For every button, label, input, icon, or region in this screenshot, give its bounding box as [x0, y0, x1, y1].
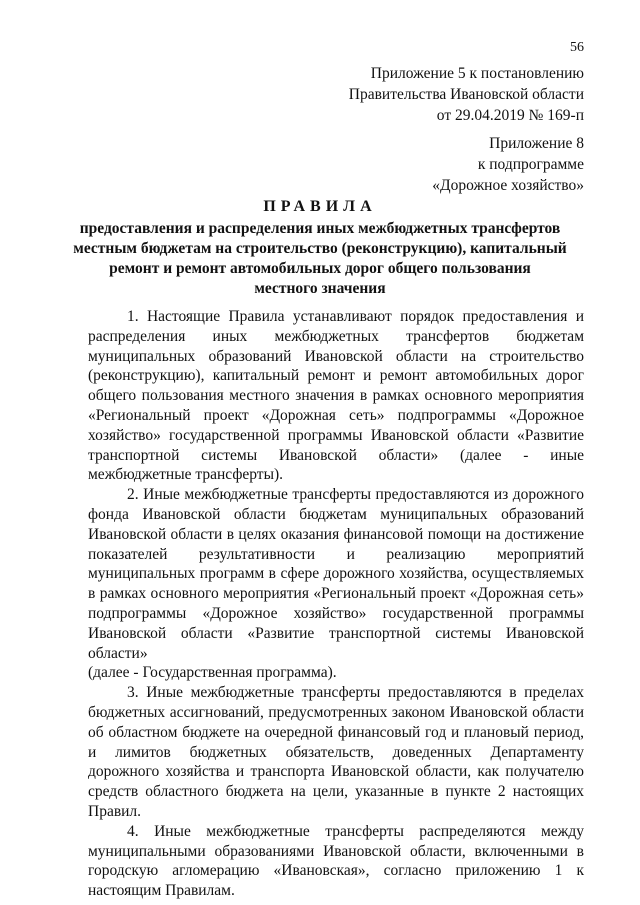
paragraph-2: 2. Иные межбюджетные трансферты предоставляются из дорожного фонда Ивановской области бюджетам муниципальных образований Ивановской области в целях оказания финансовой помощи на достижение показателей результативности и реализацию мероприятий муниципальных программ в сфере дорожного хозяйства, осуществляемых в рамках основного мероприятия «Региональный проект «Дорожная сеть» подпрограммы «Дорожное хозяйство» государственной программы Ивановской области «Развитие транспортной системы Ивановской области»: [88, 486, 584, 662]
paragraph-4: 4. Иные межбюджетные трансферты распределяются между муниципальными образованиями Ивановской области, включенными в городскую агломерацию «Ивановская», согласно приложению 1 к настоящим Правилам.: [88, 822, 584, 900]
paragraph-3: 3. Иные межбюджетные трансферты предоставляются в пределах бюджетных ассигнований, предусмотренных законом Ивановской области об областном бюджете на очередной финансовый год и плановый период, и лимитов бюджетных обязательств, доведенных Департаменту дорожного хозяйства и транспорта Ивановской области, как получателю средств областного бюджета на цели, указанные в пункте 2 настоящих Правил.: [88, 684, 584, 820]
appendix-2-line-1: Приложение 8: [489, 135, 584, 152]
appendix-2-line-3: «Дорожное хозяйство»: [432, 177, 584, 194]
appendix-1-line-3: от 29.04.2019 № 169-п: [436, 107, 584, 124]
page-number: 56: [570, 40, 584, 55]
subtitle-line-1: предоставления и распределения иных межбюджетных трансфертов: [79, 220, 561, 237]
appendix-1-line-1: Приложение 5 к постановлению: [370, 65, 584, 82]
subtitle-line-4: местного значения: [254, 280, 386, 297]
subtitle-line-2: местным бюджетам на строительство (реконструкцию), капитальный: [73, 240, 567, 257]
appendix-2-line-2: к подпрограмме: [477, 156, 584, 173]
document-subtitle: [70, 219, 570, 299]
document-body: [88, 307, 584, 901]
paragraph-2-tail: (далее - Государственная программа).: [88, 664, 337, 682]
appendix-to-resolution: [349, 63, 584, 126]
appendix-1-line-2: Правительства Ивановской области: [348, 86, 584, 103]
appendix-to-subprogram: [432, 133, 584, 196]
subtitle-line-3: ремонт и ремонт автомобильных дорог общего пользования: [109, 260, 531, 277]
paragraph-1: 1. Настоящие Правила устанавливают порядок предоставления и распределения иных межбюджетных трансфертов бюджетам муниципальных образований Ивановской области на строительство (реконструкцию), капитальный ремонт и ремонт автомобильных дорог общего пользования местного значения в рамках основного мероприятия «Региональный проект «Дорожная сеть» подпрограммы «Дорожное хозяйство» государственной программы Ивановской области «Развитие транспортной системы Ивановской области» (далее - иные межбюджетные трансферты).: [88, 308, 584, 484]
document-title: ПРАВИЛА: [263, 198, 377, 215]
